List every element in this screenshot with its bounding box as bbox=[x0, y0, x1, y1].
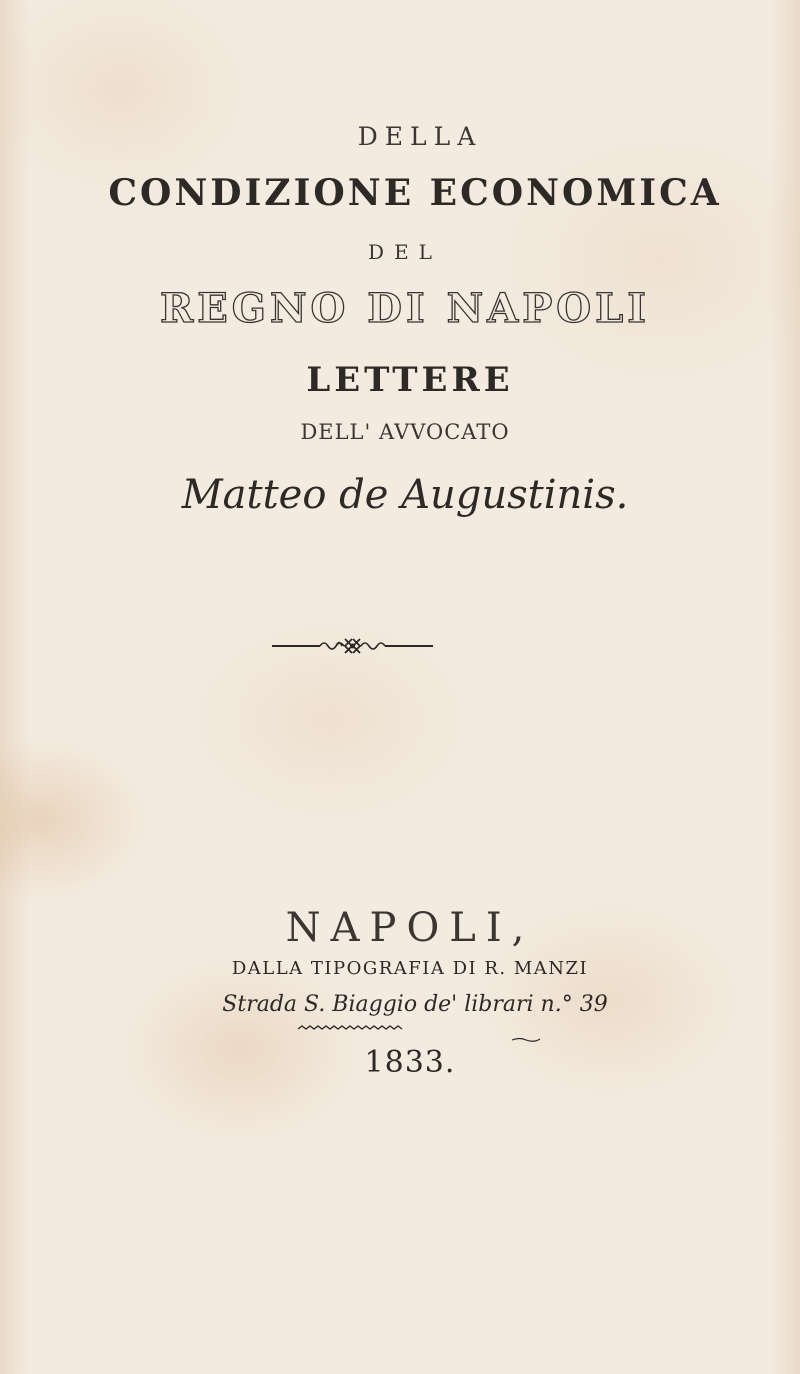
title-line-dell-avvocato: DELL' AVVOCATO bbox=[300, 420, 510, 444]
imprint-printer: DALLA TIPOGRAFIA DI R. MANZI bbox=[231, 958, 589, 979]
title-line-lettere: LETTERE bbox=[306, 360, 514, 400]
imprint-address: Strada S. Biaggio de' librari n.° 39 bbox=[222, 992, 608, 1017]
title-line-condizione-economica: CONDIZIONE ECONOMICA bbox=[108, 172, 722, 214]
decorative-mark bbox=[510, 1036, 542, 1042]
title-line-regno-di-napoli: REGNO DI NAPOLI bbox=[160, 285, 650, 332]
title-line-del: DEL bbox=[368, 240, 442, 264]
publication-year: 1833. bbox=[364, 1045, 456, 1080]
imprint-city: NAPOLI, bbox=[285, 905, 535, 951]
title-line-della: DELLA bbox=[357, 122, 483, 151]
author-name: Matteo de Augustinis. bbox=[181, 472, 629, 518]
printers-ornament bbox=[270, 635, 435, 657]
decorative-rule bbox=[296, 1025, 406, 1033]
